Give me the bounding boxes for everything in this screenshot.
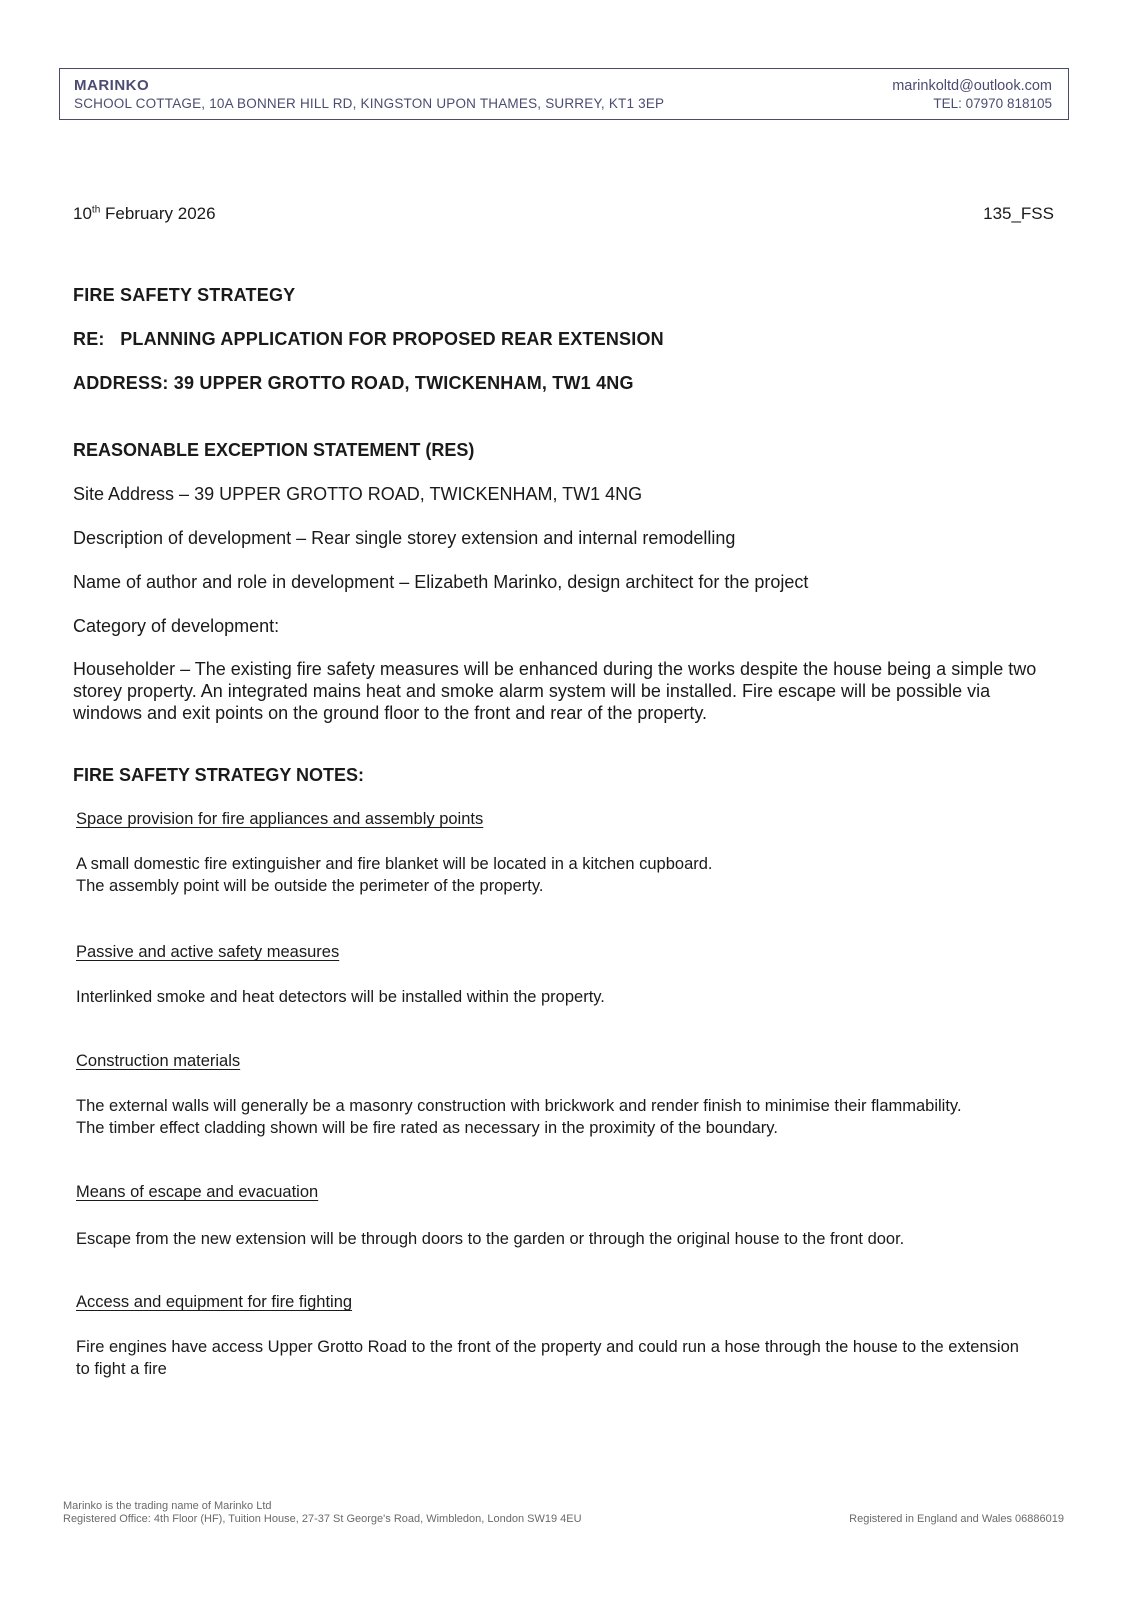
notes-line: Interlinked smoke and heat detectors will be installed within the property. xyxy=(76,988,605,1006)
notes-section-heading: Space provision for fire appliances and assembly points xyxy=(76,810,484,828)
notes-title: FIRE SAFETY STRATEGY NOTES: xyxy=(73,765,365,785)
notes-line: The external walls will generally be a masonry construction with brickwork and render finish to minimise their flammability. xyxy=(76,1097,962,1115)
company-name: MARINKO xyxy=(74,77,150,94)
notes-line: A small domestic fire extinguisher and fire blanket will be located in a kitchen cupboard. xyxy=(76,855,713,873)
footer-registration: Registered in England and Wales 06886019 xyxy=(849,1513,1064,1525)
notes-section-body xyxy=(76,853,713,897)
letter-date xyxy=(73,204,216,224)
company-email: marinkoltd@outlook.com xyxy=(892,78,1052,94)
notes-line: Fire engines have access Upper Grotto Road to the front of the property and could run a hose through the house to the extension to fight a fire xyxy=(76,1338,1019,1378)
footer-trading-name: Marinko is the trading name of Marinko Ltd xyxy=(63,1500,272,1512)
footer-registered-office: Registered Office: 4th Floor (HF), Tuition House, 27-37 St George's Road, Wimbledon, London SW19 4EU xyxy=(63,1513,582,1525)
notes-section-heading: Means of escape and evacuation xyxy=(76,1183,319,1201)
letterhead xyxy=(59,68,1069,120)
notes-section-body xyxy=(76,986,605,1008)
notes-line: The timber effect cladding shown will be fire rated as necessary in the proximity of the boundary. xyxy=(76,1119,778,1137)
res-author: Name of author and role in development – Elizabeth Marinko, design architect for the project xyxy=(73,572,809,592)
notes-section-body xyxy=(76,1336,1036,1380)
date-month-year: February 2026 xyxy=(100,204,216,223)
res-category: Category of development: xyxy=(73,616,280,636)
company-address: SCHOOL COTTAGE, 10A BONNER HILL RD, KINGSTON UPON THAMES, SURREY, KT1 3EP xyxy=(74,96,665,111)
notes-section-heading: Construction materials xyxy=(76,1052,241,1070)
notes-line: The assembly point will be outside the perimeter of the property. xyxy=(76,877,544,895)
res-title: REASONABLE EXCEPTION STATEMENT (RES) xyxy=(73,440,475,460)
date-day: 10 xyxy=(73,204,92,223)
notes-line: Escape from the new extension will be through doors to the garden or through the original house to the front door. xyxy=(76,1230,905,1248)
date-suffix: th xyxy=(91,204,101,216)
res-householder: Householder – The existing fire safety measures will be enhanced during the works despite the house being a simple two storey property. An integrated mains heat and smoke alarm system will be installed. Fire escape will be possible via windows and exit points on the ground floor to the front and rear of the property. xyxy=(73,659,1037,723)
notes-section-body xyxy=(76,1095,1066,1139)
re-heading: RE: PLANNING APPLICATION FOR PROPOSED REAR EXTENSION xyxy=(73,329,664,349)
res-description: Description of development – Rear single storey extension and internal remodelling xyxy=(73,528,736,548)
notes-section-body xyxy=(76,1228,904,1250)
document-reference: 135_FSS xyxy=(983,204,1054,223)
address-heading: ADDRESS: 39 UPPER GROTTO ROAD, TWICKENHAM, TW1 4NG xyxy=(73,373,634,393)
res-site-address: Site Address – 39 UPPER GROTTO ROAD, TWICKENHAM, TW1 4NG xyxy=(73,484,643,504)
notes-section-heading: Access and equipment for fire fighting xyxy=(76,1293,353,1311)
document-title: FIRE SAFETY STRATEGY xyxy=(73,285,296,305)
company-telephone: TEL: 07970 818105 xyxy=(933,96,1052,111)
notes-section-heading: Passive and active safety measures xyxy=(76,943,340,961)
